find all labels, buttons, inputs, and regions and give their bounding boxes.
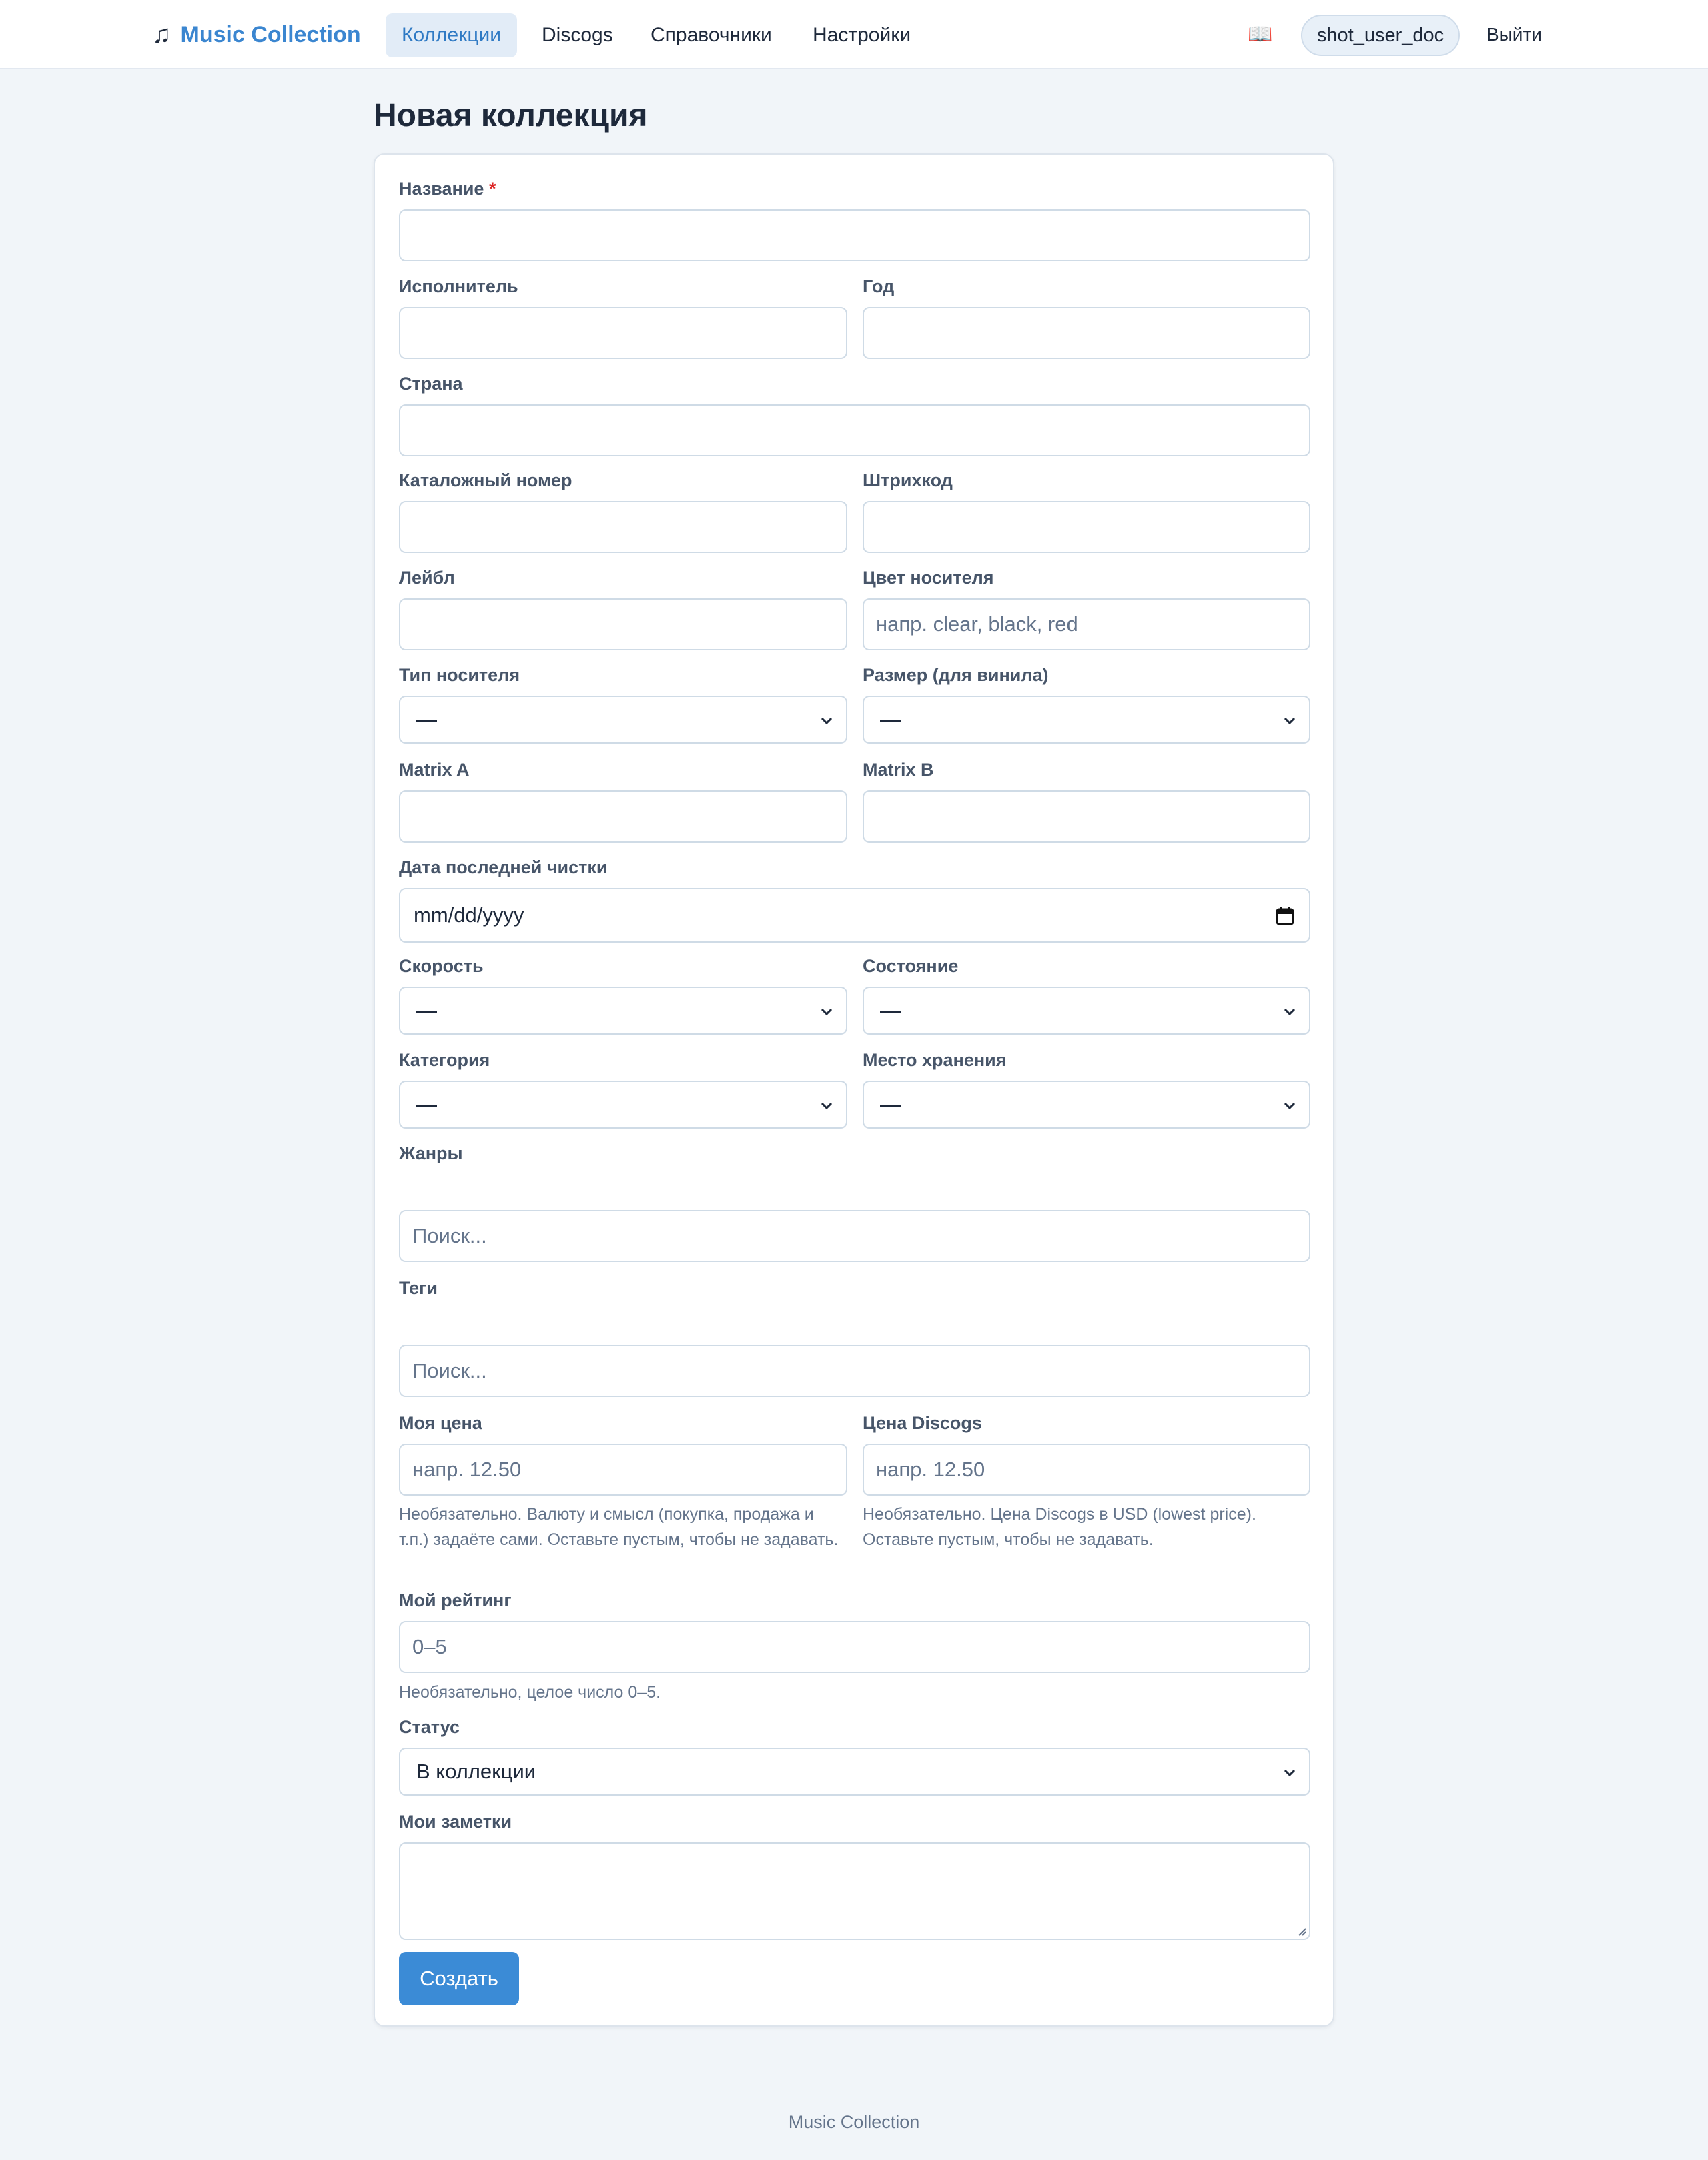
my-price-label: Моя цена: [399, 1413, 482, 1433]
collection-form-card: [374, 153, 1334, 2027]
media-type-label: Тип носителя: [399, 665, 520, 685]
storage-label: Место хранения: [863, 1050, 1007, 1070]
discogs-price-input[interactable]: [863, 1444, 1310, 1496]
last-cleaning-date-input[interactable]: [399, 888, 1310, 943]
status-label: Статус: [399, 1717, 460, 1737]
name-label: [399, 179, 496, 199]
year-label: Год: [863, 276, 895, 296]
condition-selected: —: [880, 999, 901, 1022]
chevron-down-icon: [1282, 1004, 1297, 1019]
country-label: Страна: [399, 374, 463, 394]
discogs-price-help: Необязательно. Цена Discogs в USD (lowest price). Оставьте пустым, чтобы не задавать.: [863, 1505, 1256, 1549]
name-input[interactable]: [399, 209, 1310, 261]
category-select[interactable]: [399, 1081, 847, 1129]
nav-item-settings[interactable]: Настройки: [813, 24, 911, 46]
chevron-down-icon: [819, 713, 834, 728]
media-color-label: Цвет носителя: [863, 568, 994, 588]
tags-label: Теги: [399, 1278, 438, 1298]
matrix-b-input[interactable]: [863, 790, 1310, 843]
speed-label: Скорость: [399, 956, 484, 976]
book-icon[interactable]: 📖: [1248, 23, 1273, 45]
vinyl-size-select[interactable]: [863, 696, 1310, 744]
country-input[interactable]: [399, 404, 1310, 456]
my-price-input[interactable]: [399, 1444, 847, 1496]
genres-label: Жанры: [399, 1143, 463, 1163]
nav-item-discogs[interactable]: Discogs: [542, 24, 613, 46]
chevron-down-icon: [1282, 1098, 1297, 1113]
condition-select[interactable]: [863, 987, 1310, 1035]
speed-select[interactable]: [399, 987, 847, 1035]
notes-label: Мои заметки: [399, 1812, 512, 1832]
vinyl-size-label: Размер (для винила): [863, 665, 1049, 685]
notes-textarea[interactable]: [399, 1842, 1310, 1940]
barcode-label: Штрихкод: [863, 470, 953, 490]
brand-label: Music Collection: [180, 21, 361, 47]
barcode-input[interactable]: [863, 501, 1310, 553]
status-selected: В коллекции: [416, 1760, 536, 1783]
record-label-input[interactable]: [399, 598, 847, 650]
tags-search-input[interactable]: [399, 1345, 1310, 1397]
nav-item-references[interactable]: Справочники: [651, 24, 772, 46]
create-button[interactable]: Создать: [399, 1952, 519, 2005]
year-input[interactable]: [863, 307, 1310, 359]
category-selected: —: [416, 1093, 437, 1116]
media-type-selected: —: [416, 708, 437, 731]
date-value: mm/dd/yyyy: [414, 903, 524, 927]
status-select[interactable]: [399, 1748, 1310, 1796]
matrix-b-label: Matrix B: [863, 760, 934, 780]
resize-grip-icon[interactable]: [1296, 1925, 1306, 1936]
rating-label: Мой рейтинг: [399, 1590, 512, 1610]
user-badge[interactable]: shot_user_doc: [1301, 15, 1460, 56]
chevron-down-icon: [1282, 1765, 1297, 1780]
my-price-help: Необязательно. Валюту и смысл (покупка, продажа и т.п.) задаёте сами. Оставьте пустым, чтобы не задавать.: [399, 1505, 839, 1549]
category-label: Категория: [399, 1050, 490, 1070]
vinyl-size-selected: —: [880, 708, 901, 731]
required-mark: *: [488, 179, 496, 199]
rating-input[interactable]: [399, 1621, 1310, 1673]
discogs-price-label: Цена Discogs: [863, 1413, 982, 1433]
genres-search-input[interactable]: [399, 1210, 1310, 1262]
top-navbar: [0, 0, 1708, 69]
matrix-a-input[interactable]: [399, 790, 847, 843]
media-color-input[interactable]: [863, 598, 1310, 650]
logout-link[interactable]: Выйти: [1486, 24, 1542, 45]
music-note-icon: ♫: [152, 21, 171, 49]
last-cleaning-label: Дата последней чистки: [399, 857, 608, 877]
chevron-down-icon: [1282, 713, 1297, 728]
storage-select[interactable]: [863, 1081, 1310, 1129]
rating-help: Необязательно, целое число 0–5.: [399, 1683, 661, 1702]
calendar-icon[interactable]: [1276, 907, 1294, 925]
page-title: Новая коллекция: [374, 98, 648, 133]
footer-text: Music Collection: [788, 2112, 920, 2132]
label-label: Лейбл: [399, 568, 455, 588]
nav-item-collections[interactable]: Коллекции: [386, 13, 517, 57]
chevron-down-icon: [819, 1098, 834, 1113]
catalog-number-input[interactable]: [399, 501, 847, 553]
matrix-a-label: Matrix A: [399, 760, 470, 780]
brand-link[interactable]: [152, 19, 361, 51]
name-label-text: Название: [399, 179, 484, 199]
artist-label: Исполнитель: [399, 276, 518, 296]
condition-label: Состояние: [863, 956, 959, 976]
artist-input[interactable]: [399, 307, 847, 359]
speed-selected: —: [416, 999, 437, 1022]
catalog-number-label: Каталожный номер: [399, 470, 572, 490]
chevron-down-icon: [819, 1004, 834, 1019]
media-type-select[interactable]: [399, 696, 847, 744]
storage-selected: —: [880, 1093, 901, 1116]
